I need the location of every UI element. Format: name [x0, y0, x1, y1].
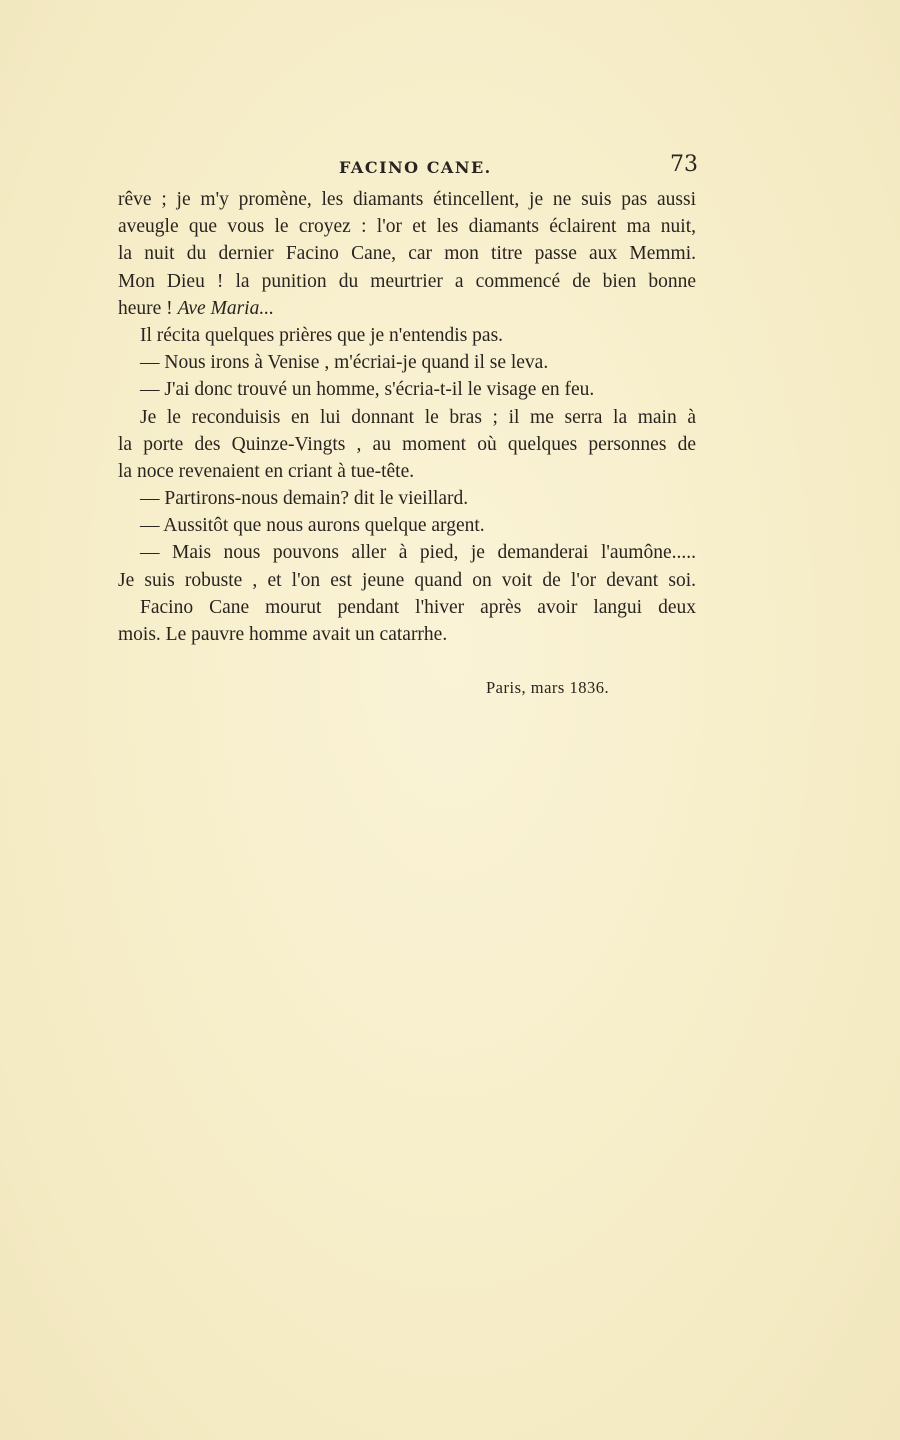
dialogue-line: — Nous irons à Venise , m'écriai-je quand il se leva.: [140, 352, 549, 374]
text-line: mois. Le pauvre homme avait un catarrhe.: [118, 624, 448, 645]
text-line: Mon Dieu ! la punition du meurtrier a commencé de bien bonne: [118, 270, 696, 292]
show-through-texture: [100, 640, 800, 1280]
ave-maria-italic: Ave Maria...: [177, 297, 274, 319]
page-header: [0, 152, 900, 182]
dialogue-line: — Mais nous pouvons aller à pied, je demanderai l'aumône.....: [140, 542, 696, 564]
dateline-signature: Paris, mars 1836.: [486, 678, 610, 697]
dialogue-line: — Partirons-nous demain? dit le vieillard.: [140, 488, 469, 510]
text-line: Je suis robuste , et l'on est jeune quand on voit de l'or devant soi.: [118, 569, 696, 591]
body-text: [118, 186, 696, 648]
text-line: Facino Cane mourut pendant l'hiver après avoir langui deux: [140, 596, 696, 618]
text-line: Je le reconduisis en lui donnant le bras ; il me serra la main à: [140, 406, 696, 428]
text-line: [118, 295, 696, 322]
dialogue-line: — J'ai donc trouvé un homme, s'écria-t-il le visage en feu.: [140, 379, 595, 401]
text-line: Il récita quelques prières que je n'entendis pas.: [140, 324, 504, 346]
text-line: la nuit du dernier Facino Cane, car mon titre passe aux Memmi.: [118, 243, 696, 265]
text-line: aveugle que vous le croyez : l'or et les diamants éclairent ma nuit,: [118, 216, 696, 238]
text-line: la noce revenaient en criant à tue-tête.: [118, 460, 415, 482]
dialogue-line: — Aussitôt que nous aurons quelque argent.: [140, 515, 485, 537]
page-number: 73: [670, 152, 698, 177]
running-title: FACINO CANE.: [339, 158, 492, 177]
text-line: rêve ; je m'y promène, les diamants étincellent, je ne suis pas aussi: [118, 189, 696, 210]
text-fragment: heure !: [118, 297, 173, 319]
text-line: la porte des Quinze-Vingts , au moment où quelques personnes de: [118, 433, 696, 455]
